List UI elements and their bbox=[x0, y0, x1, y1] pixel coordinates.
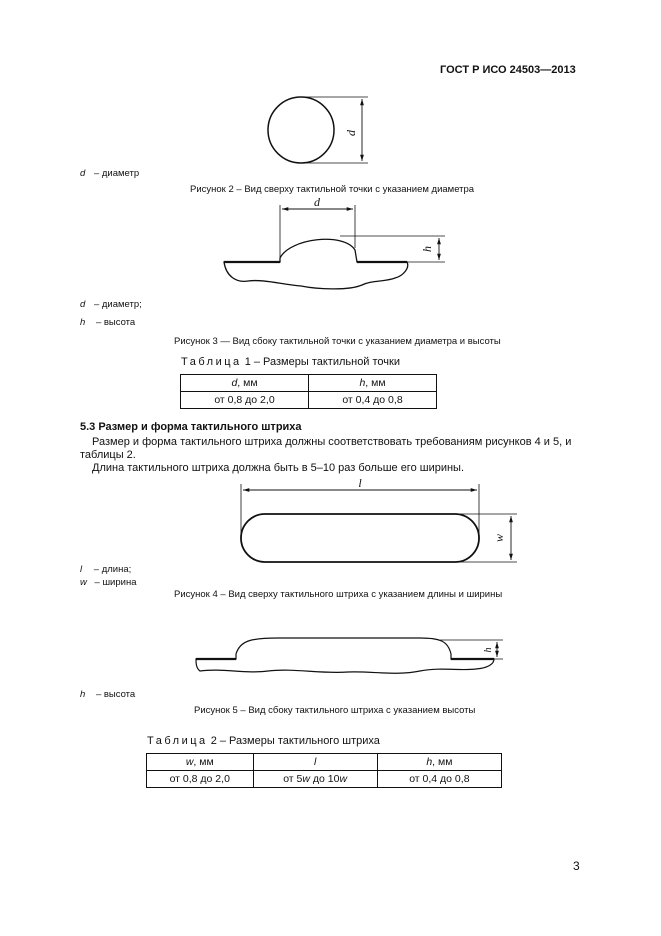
paragraph: Размер и форма тактильного штриха должны соответствовать требованиям рисунков 4 и 5, и bbox=[92, 436, 572, 448]
figure2-caption: Рисунок 2 – Вид сверху тактильной точки с указанием диаметра bbox=[190, 184, 475, 195]
legend-text: – высота bbox=[95, 689, 136, 700]
dimension-d-label: d bbox=[344, 130, 358, 136]
dot-side-profile bbox=[224, 239, 408, 289]
table-header-row bbox=[181, 375, 437, 392]
legend-symbol: h bbox=[80, 689, 86, 700]
table-title: 2 – Размеры тактильного штриха bbox=[207, 735, 380, 747]
dimension-h-label: h bbox=[483, 647, 494, 653]
section-title: 5.3 Размер и форма тактильного штриха bbox=[80, 421, 302, 433]
figure5-drawing bbox=[196, 638, 503, 673]
table-cell: от 0,4 до 0,8 bbox=[309, 392, 437, 409]
table-cell: от 0,8 до 2,0 bbox=[181, 392, 309, 409]
legend-symbol: d bbox=[80, 168, 86, 179]
figure5-legend-item bbox=[80, 689, 135, 700]
paragraph-continued: таблицы 2. bbox=[80, 449, 136, 461]
table-row bbox=[147, 771, 502, 788]
table-title: 1 – Размеры тактильной точки bbox=[241, 356, 400, 368]
table-word: Таблица bbox=[181, 356, 242, 368]
bar-side-profile bbox=[196, 638, 494, 673]
header-cell: h, мм bbox=[377, 754, 501, 771]
figure4-legend-item bbox=[80, 564, 131, 575]
figure2-legend-item bbox=[80, 168, 139, 179]
table2-caption bbox=[147, 735, 380, 747]
figure3-legend-item bbox=[80, 317, 135, 328]
legend-text: – длина; bbox=[93, 564, 132, 575]
dimension-w-label: w bbox=[492, 533, 506, 543]
dimension-h-label: h bbox=[420, 246, 434, 252]
figure3-caption: Рисунок 3 — Вид сбоку тактильной точки с указанием диаметра и высоты bbox=[174, 336, 501, 347]
table1-caption bbox=[181, 356, 400, 368]
document-id: ГОСТ Р ИСО 24503—2013 bbox=[440, 64, 576, 76]
figure4-legend-item bbox=[80, 577, 137, 588]
table-cell: от 5w до 10w bbox=[253, 771, 377, 788]
legend-text: – диаметр bbox=[93, 168, 140, 179]
table-header-row bbox=[147, 754, 502, 771]
legend-symbol: l bbox=[80, 564, 83, 575]
figure3-drawing bbox=[224, 195, 445, 289]
table-cell: от 0,4 до 0,8 bbox=[377, 771, 501, 788]
legend-symbol: w bbox=[80, 577, 87, 588]
legend-text: – ширина bbox=[94, 577, 137, 588]
table1 bbox=[180, 374, 437, 409]
dimension-l-label: l bbox=[358, 476, 362, 490]
figure4-drawing bbox=[241, 476, 517, 562]
header-cell: d, мм bbox=[181, 375, 309, 392]
header-cell: w, мм bbox=[147, 754, 254, 771]
dimension-d-label: d bbox=[314, 195, 320, 209]
table-row bbox=[181, 392, 437, 409]
header-cell: l bbox=[253, 754, 377, 771]
page-number: 3 bbox=[573, 859, 580, 873]
figure2-drawing bbox=[268, 97, 368, 163]
header-cell: h, мм bbox=[309, 375, 437, 392]
figure5-caption: Рисунок 5 – Вид сбоку тактильного штриха с указанием высоты bbox=[194, 705, 476, 716]
figure3-legend-item bbox=[80, 299, 142, 310]
legend-text: – диаметр; bbox=[93, 299, 142, 310]
table-cell: от 0,8 до 2,0 bbox=[147, 771, 254, 788]
bar-outline bbox=[241, 514, 479, 562]
figure4-caption: Рисунок 4 – Вид сверху тактильного штриха с указанием длины и ширины bbox=[174, 589, 503, 600]
paragraph: Длина тактильного штриха должна быть в 5–10 раз больше его ширины. bbox=[92, 462, 465, 474]
table-word: Таблица bbox=[147, 735, 208, 747]
legend-symbol: d bbox=[80, 299, 86, 310]
legend-text: – высота bbox=[95, 317, 136, 328]
table2 bbox=[146, 753, 502, 788]
legend-symbol: h bbox=[80, 317, 86, 328]
dot-circle bbox=[268, 97, 334, 163]
